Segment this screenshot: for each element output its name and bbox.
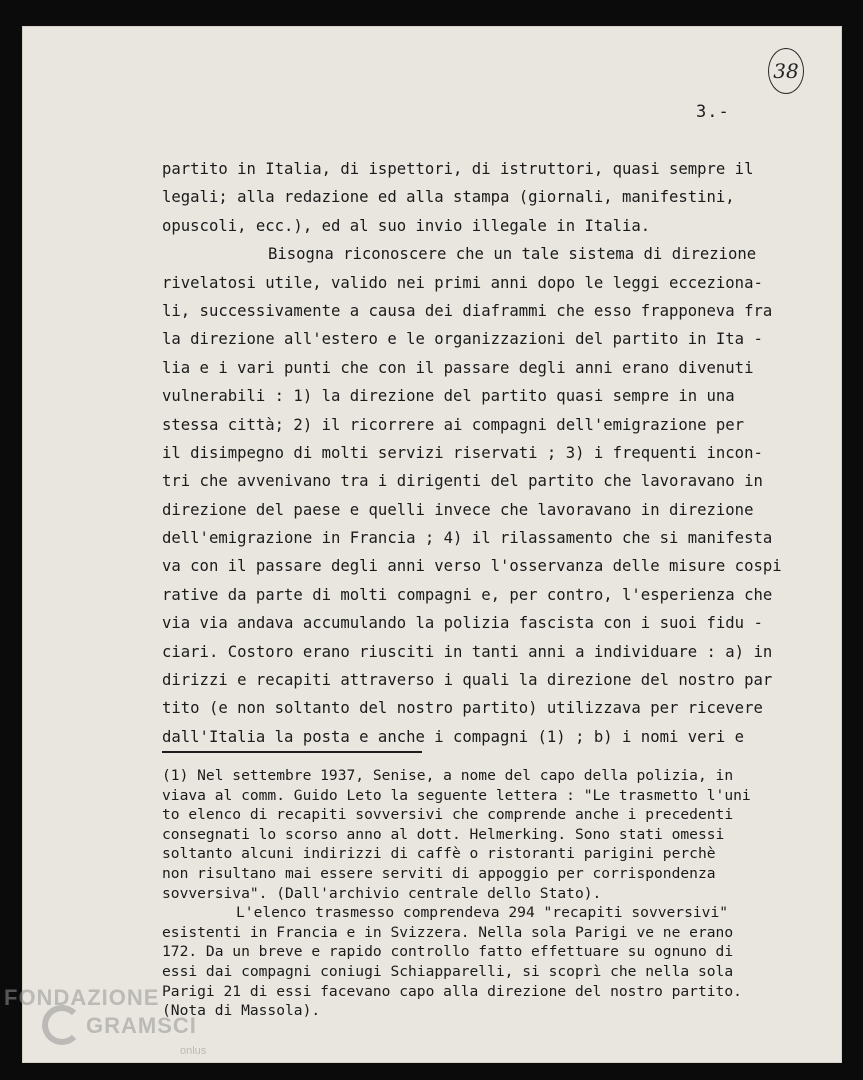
body-line: tri che avvenivano tra i dirigenti del partito che lavoravano in xyxy=(162,472,763,491)
footnote-line: soltanto alcuni indirizzi di caffè o ristoranti parigini perchè xyxy=(162,845,716,863)
body-line: vulnerabili : 1) la direzione del partito quasi sempre in una xyxy=(162,387,735,406)
body-line: il disimpegno di molti servizi riservati ; 3) i frequenti incon- xyxy=(162,443,763,462)
body-line: tito (e non soltanto del nostro partito) utilizzava per ricevere xyxy=(162,699,763,718)
gramsci-logo-icon xyxy=(42,1005,82,1045)
footnote-line: non risultano mai essere serviti di appoggio per corrispondenza xyxy=(162,864,716,882)
footnote-line: to elenco di recapiti sovversivi che comprende anche i precedenti xyxy=(162,806,734,824)
body-line: lia e i vari punti che con il passare degli anni erano divenuti xyxy=(162,358,754,377)
watermark-text: onlus xyxy=(180,1045,207,1057)
body-line: dall'Italia la posta e anche i compagni (1) ; b) i nomi veri e xyxy=(162,727,745,746)
footnote xyxy=(162,766,802,1021)
body-line: la direzione all'estero e le organizzazioni del partito in Ita - xyxy=(162,330,763,349)
watermark-text: GRAMSCI xyxy=(86,1013,197,1038)
footnote-line: essi dai compagni coniugi Schiapparelli, si scoprì che nella sola xyxy=(162,962,734,980)
body-line: va con il passare degli anni verso l'osservanza delle misure cospi xyxy=(162,557,782,576)
body-line: li, successivamente a causa dei diaframmi che esso frapponeva fra xyxy=(162,301,773,320)
body-line: stessa città; 2) il ricorrere ai compagni dell'emigrazione per xyxy=(162,415,745,434)
footnote-line: (1) Nel settembre 1937, Senise, a nome del capo della polizia, in xyxy=(162,767,734,784)
watermark-logo xyxy=(4,985,224,1080)
footnote-line: viava al comm. Guido Leto la seguente lettera : "Le trasmetto l'uni xyxy=(162,786,751,804)
body-line: dell'emigrazione in Francia ; 4) il rilassamento che si manifesta xyxy=(162,529,773,548)
footnote-line: 172. Da un breve e rapido controllo fatto effettuare su ognuno di xyxy=(162,943,734,961)
watermark-text: FONDAZIONE xyxy=(4,985,160,1010)
body-line: rivelatosi utile, valido nei primi anni dopo le leggi ecceziona- xyxy=(162,273,763,292)
body-line: legali; alla redazione ed alla stampa (giornali, manifestini, xyxy=(162,188,735,207)
footnote-line: esistenti in Francia e in Svizzera. Nella sola Parigi ve ne erano xyxy=(162,923,734,941)
footnote-separator xyxy=(162,751,422,753)
footnote-line: Parigi 21 di essi facevano capo alla direzione del nostro partito. xyxy=(162,982,742,1000)
body-line: direzione del paese e quelli invece che lavoravano in direzione xyxy=(162,500,754,519)
footnote-line: sovversiva". (Dall'archivio centrale dello Stato). xyxy=(162,884,602,902)
body-text xyxy=(162,155,802,751)
archive-page-reference: 38 xyxy=(768,48,804,94)
body-line: Bisogna riconoscere che un tale sistema di direzione xyxy=(268,245,757,264)
page-number: 3.- xyxy=(696,102,730,122)
body-line: rative da parte di molti compagni e, per contro, l'esperienza che xyxy=(162,585,773,604)
body-line: dirizzi e recapiti attraverso i quali la direzione del nostro par xyxy=(162,671,773,690)
body-line: partito in Italia, di ispettori, di istruttori, quasi sempre il xyxy=(162,160,754,178)
body-line: opuscoli, ecc.), ed al suo invio illegale in Italia. xyxy=(162,216,651,235)
body-line: ciari. Costoro erano riusciti in tanti anni a individuare : a) in xyxy=(162,642,773,661)
body-line: via via andava accumulando la polizia fascista con i suoi fidu - xyxy=(162,614,763,633)
footnote-line: (Nota di Massola). xyxy=(162,1002,321,1020)
footnote-line: L'elenco trasmesso comprendeva 294 "recapiti sovversivi" xyxy=(236,904,729,922)
footnote-line: consegnati lo scorso anno al dott. Helmerking. Sono stati omessi xyxy=(162,825,725,843)
